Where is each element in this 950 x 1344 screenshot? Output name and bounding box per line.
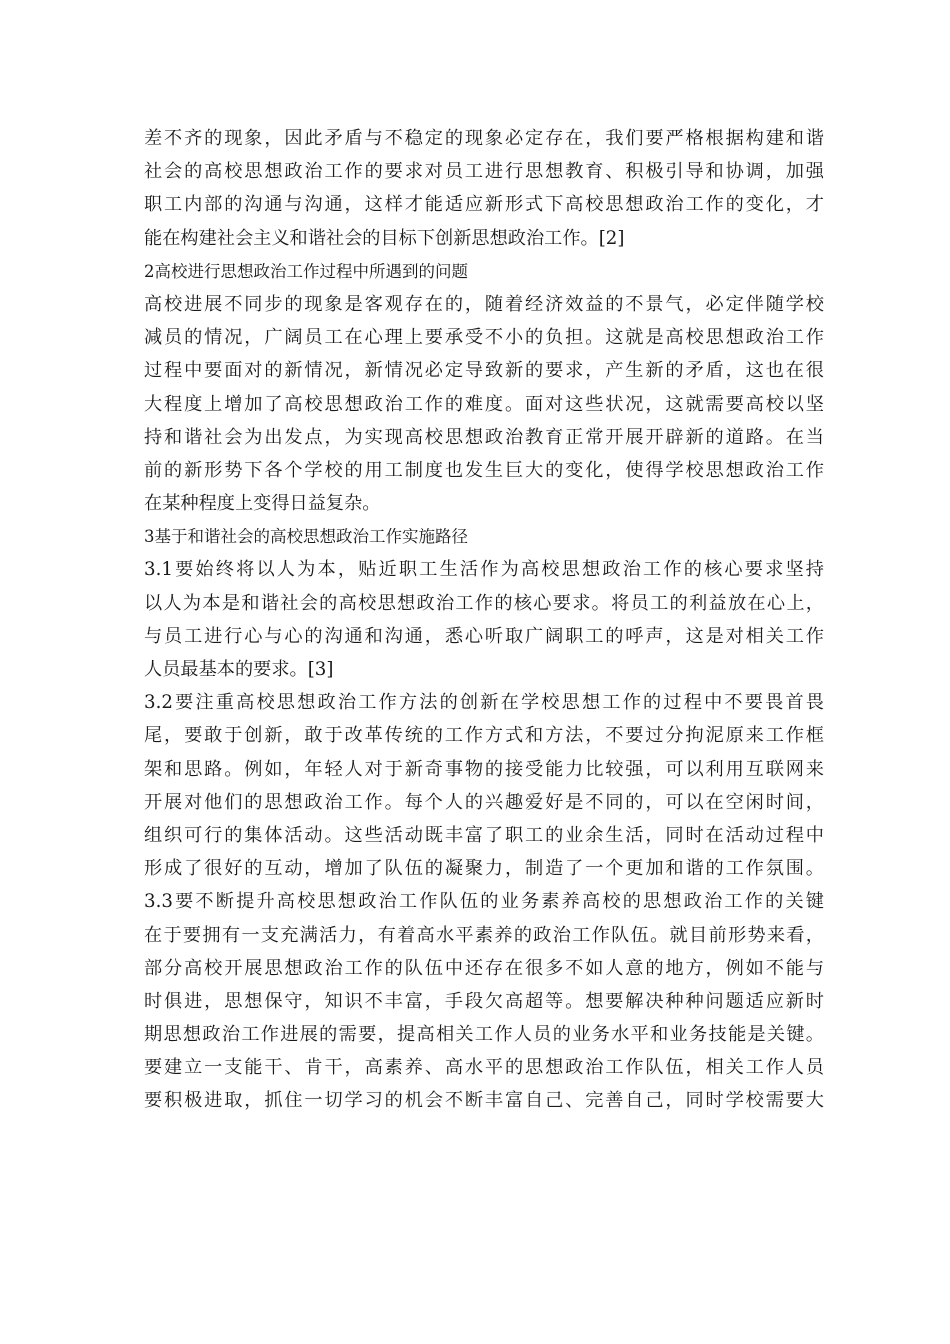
text-line: 前的新形势下各个学校的用工制度也发生巨大的变化，使得学校思想政治工作	[144, 459, 824, 481]
text-line: 差不齐的现象，因此矛盾与不稳定的现象必定存在，我们要严格根据构建和谐	[144, 128, 824, 149]
text-line: 要积极进取，抓住一切学习的机会不断丰富自己、完善自己，同时学校需要大	[144, 1090, 824, 1112]
text-line: 减员的情况，广阔员工在心理上要承受不小的负担。这就是高校思想政治工作	[144, 327, 824, 349]
text-line: 要建立一支能干、肯干，高素养、高水平的思想政治工作队伍，相关工作人员	[144, 1057, 824, 1079]
text-line: 3.1要始终将以人为本，贴近职工生活作为高校思想政治工作的核心要求坚持	[144, 559, 824, 581]
text-line: 形成了很好的互动，增加了队伍的凝聚力，制造了一个更加和谐的工作氛围。	[144, 858, 824, 880]
text-line: 过程中要面对的新情况，新情况必定导致新的要求，产生新的矛盾，这也在很	[144, 360, 824, 382]
text-line: 期思想政治工作进展的需要，提高相关工作人员的业务水平和业务技能是关键。	[144, 1024, 824, 1046]
section-heading: 3基于和谐社会的高校思想政治工作实施路径	[144, 527, 468, 547]
text-line: 高校进展不同步的现象是客观存在的，随着经济效益的不景气，必定伴随学校	[144, 293, 824, 315]
text-line: 以人为本是和谐社会的高校思想政治工作的核心要求。将员工的利益放在心上，	[144, 592, 824, 614]
text-line: 3.2要注重高校思想政治工作方法的创新在学校思想工作的过程中不要畏首畏	[144, 692, 824, 714]
text-line: 部分高校开展思想政治工作的队伍中还存在很多不如人意的地方，例如不能与	[144, 957, 824, 979]
text-line: 时俱进，思想保守，知识不丰富，手段欠高超等。想要解决种种问题适应新时	[144, 990, 824, 1012]
text-line: 与员工进行心与心的沟通和沟通，悉心听取广阔职工的呼声，这是对相关工作	[144, 625, 824, 647]
text-line: 在某种程度上变得日益复杂。	[144, 493, 381, 515]
text-line: 架和思路。例如，年轻人对于新奇事物的接受能力比较强，可以利用互联网来	[144, 758, 824, 780]
text-line: 持和谐社会为出发点，为实现高校思想政治教育正常开展开辟新的道路。在当	[144, 426, 824, 448]
text-line: 职工内部的沟通与沟通，这样才能适应新形式下高校思想政治工作的变化，才	[144, 194, 824, 216]
document-body	[144, 122, 824, 1118]
text-line: 组织可行的集体活动。这些活动既丰富了职工的业余生活，同时在活动过程中	[144, 824, 824, 846]
text-line: 社会的高校思想政治工作的要求对员工进行思想教育、积极引导和协调，加强	[144, 161, 824, 183]
section-heading: 2高校进行思想政治工作过程中所遇到的问题	[144, 261, 468, 281]
text-line: 尾，要敢于创新，敢于改革传统的工作方式和方法，不要过分拘泥原来工作框	[144, 725, 824, 747]
text-line: 3.3要不断提升高校思想政治工作队伍的业务素养高校的思想政治工作的关键	[144, 891, 824, 913]
text-line: 大程度上增加了高校思想政治工作的难度。面对这些状况，这就需要高校以坚	[144, 393, 824, 415]
text-line: 在于要拥有一支充满活力，有着高水平素养的政治工作队伍。就目前形势来看，	[144, 924, 824, 946]
text-line: 人员最基本的要求。[3]	[144, 659, 334, 680]
text-line: 能在构建社会主义和谐社会的目标下创新思想政治工作。[2]	[144, 227, 625, 249]
text-line: 开展对他们的思想政治工作。每个人的兴趣爱好是不同的，可以在空闲时间，	[144, 791, 824, 813]
